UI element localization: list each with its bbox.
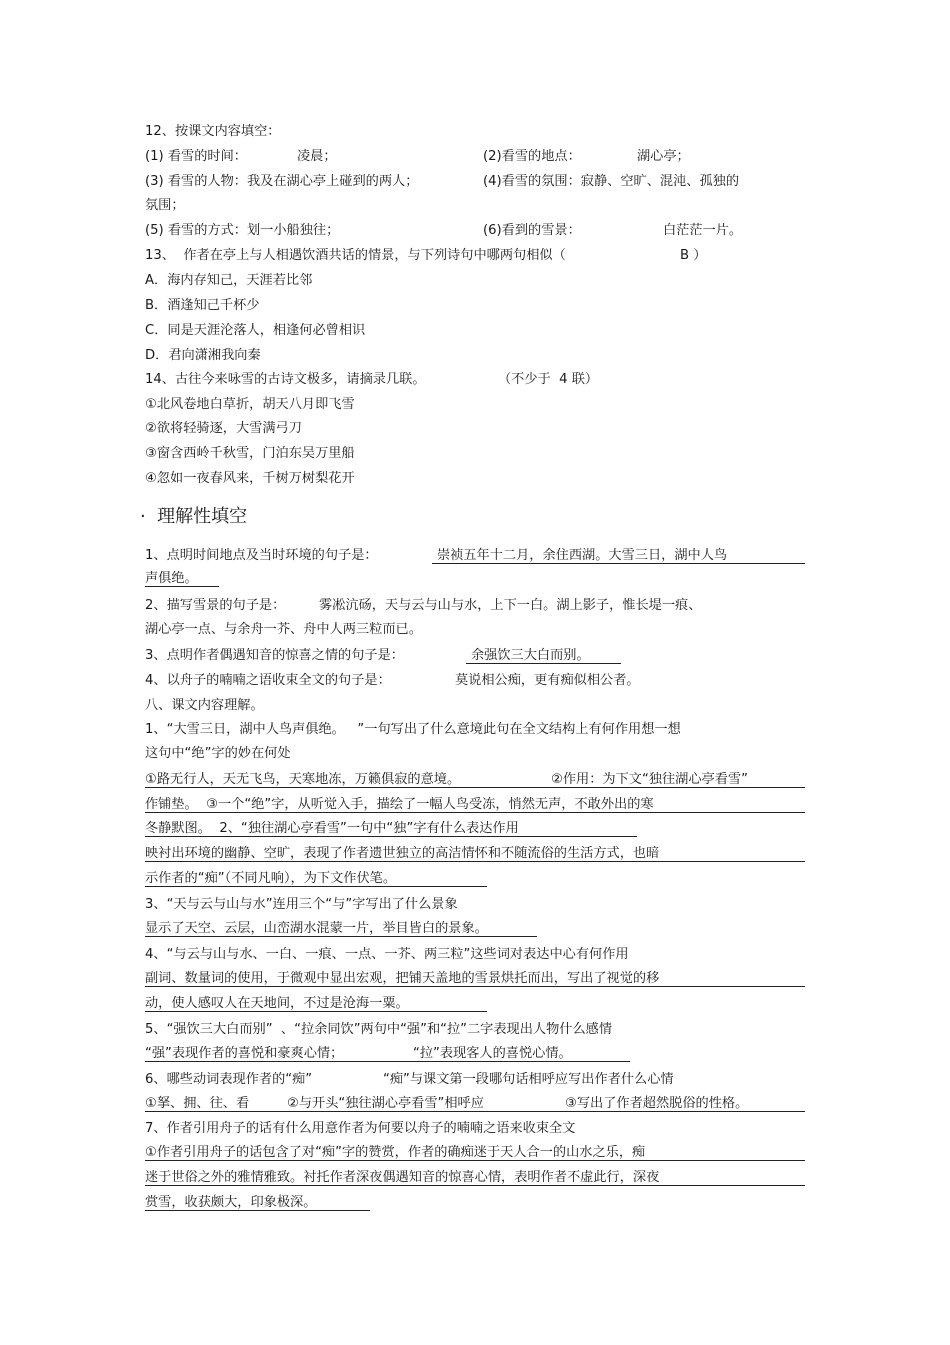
q14-item-2: ②欲将轻骑逐，大雪满弓刀 <box>145 421 302 436</box>
q12-time-label: (1) 看雪的时间： <box>145 149 247 164</box>
q12-mood-cont: 氛围； <box>145 198 185 213</box>
fill-3-answer: 余强饮三大白而别。 <box>471 648 590 663</box>
answer-underline <box>145 1011 487 1012</box>
u5-answer-2: “拉”表现客人的喜悦心情。 <box>413 1046 572 1061</box>
fill-1-answer-line2: 声俱绝。 <box>145 571 198 586</box>
section-8-title: 八、课文内容理解。 <box>145 698 264 713</box>
u1-answer-1b: ②作用：为下文“独往湖心亭看雪” <box>551 772 748 787</box>
u1-answer-4: 映衬出环境的幽静、空旷，表现了作者遗世独立的高洁情怀和不随流俗的生活方式，也暗 <box>145 846 660 861</box>
answer-underline <box>145 1061 630 1062</box>
answer-underline <box>145 812 805 813</box>
u1-answer-3: 冬静默图。 2、“独往湖心亭看雪”一句中“独”字有什么表达作用 <box>145 821 519 836</box>
answer-underline <box>145 1185 805 1186</box>
fill-4-answer: 莫说相公痴，更有痴似相公者。 <box>455 673 640 688</box>
q12-people: (3) 看雪的人物：我及在湖心亭上碰到的两人； <box>145 174 419 189</box>
fill-2-answer-line1: 雾凇沆砀，天与云与山与水，上下一白。湖上影子，惟长堤一痕、 <box>319 598 702 613</box>
u7-question: 7、作者引用舟子的话有什么用意作者为何要以舟子的喃喃之语来收束全文 <box>145 1121 576 1136</box>
q13-option-d: D．君向潇湘我向秦 <box>145 348 261 363</box>
u1-question-line1: 1、“大雪三日，湖中人鸟声俱绝。 ”一句写出了什么意境此句在全文结构上有何作用想一想 <box>145 722 681 737</box>
answer-underline <box>145 1111 805 1112</box>
answer-underline <box>432 563 805 564</box>
q12-title: 12、按课文内容填空： <box>145 124 281 139</box>
q13-answer: B ） <box>680 248 707 263</box>
u1-answer-1a: ①路无行人，天无飞鸟，天寒地冻，万籁俱寂的意境。 <box>145 772 461 787</box>
fill-1-answer-line1: 崇祯五年十二月，余住西湖。大雪三日，湖中人鸟 <box>437 548 728 563</box>
u1-question-line2: 这句中“绝”字的妙在何处 <box>145 746 291 761</box>
answer-underline <box>145 861 805 862</box>
u3-question: 3、“天与云与山与水”连用三个“与”字写出了什么景象 <box>145 897 458 912</box>
u3-answer: 显示了天空、云层，山峦湖水混蒙一片，举目皆白的景象。 <box>145 921 488 936</box>
q13-stem: 13、 作者在亭上与人相遇饮酒共话的情景，与下列诗句中哪两句相似（ <box>145 248 566 263</box>
q13-option-a: A．海内存知己，天涯若比邻 <box>145 273 313 288</box>
answer-underline <box>145 1210 370 1211</box>
u7-answer-3: 赏雪，收获颇大，印象极深。 <box>145 1195 317 1210</box>
q12-mood: (4)看雪的氛围：寂静、空旷、混沌、孤独的 <box>483 174 740 189</box>
q12-scene-label: (6)看到的雪景： <box>483 223 581 238</box>
q12-time-value: 凌晨； <box>297 149 337 164</box>
answer-underline <box>145 986 805 987</box>
section-heading: · 理解性填空 <box>140 506 248 527</box>
u6-question-1: 6、哪些动词表现作者的“痴” <box>145 1072 313 1087</box>
u7-answer-1: ①作者引用舟子的话包含了对“痴”字的赞赏，作者的确痴迷于天人合一的山水之乐，痴 <box>145 1145 646 1160</box>
answer-underline <box>145 586 219 587</box>
u4-answer-1: 副词、数量词的使用，于微观中显出宏观，把铺天盖地的雪景烘托而出，写出了视觉的移 <box>145 971 660 986</box>
fill-3-question: 3、点明作者偶遇知音的惊喜之情的句子是： <box>145 648 404 663</box>
fill-2-answer-line2: 湖心亭一点、与余舟一芥、舟中人两三粒而已。 <box>145 622 422 637</box>
q14-item-3: ③窗含西岭千秋雪，门泊东吴万里船 <box>145 446 355 461</box>
u6-question-2: “痴”与课文第一段哪句话相呼应写出作者什么心情 <box>383 1072 674 1087</box>
answer-underline <box>466 663 621 664</box>
q14-item-4: ④忽如一夜春风来，千树万树梨花开 <box>145 471 355 486</box>
u6-answer-3: ③写出了作者超然脱俗的性格。 <box>565 1096 749 1111</box>
u4-question: 4、“与云与山与水、一白、一痕、一点、一芥、两三粒”这些词对表达中心有何作用 <box>145 947 629 962</box>
q12-scene-value: 白茫茫一片。 <box>663 223 743 238</box>
q12-way: (5) 看雪的方式：划一小船独往； <box>145 223 340 238</box>
answer-underline <box>145 1160 805 1161</box>
fill-4-question: 4、以舟子的喃喃之语收束全文的句子是： <box>145 673 391 688</box>
u6-answer-2: ②与开头“独往湖心亭看雪”相呼应 <box>287 1096 484 1111</box>
answer-underline <box>145 886 487 887</box>
u4-answer-2: 动，使人感叹人在天地间，不过是沧海一粟。 <box>145 996 409 1011</box>
q13-option-c: C．同是天涯沦落人，相逢何必曾相识 <box>145 323 366 338</box>
u7-answer-2: 迷于世俗之外的雅情雅致。衬托作者深夜偶遇知音的惊喜心情，表明作者不虚此行，深夜 <box>145 1170 660 1185</box>
answer-underline <box>145 936 537 937</box>
u6-answer-1: ①拏、拥、往、看 <box>145 1096 250 1111</box>
u5-answer-1: “强”表现作者的喜悦和豪爽心情； <box>145 1046 344 1061</box>
q14-item-1: ①北风卷地白草折，胡天八月即飞雪 <box>145 397 355 412</box>
fill-1-question: 1、点明时间地点及当时环境的句子是： <box>145 548 378 563</box>
u5-question: 5、“强饮三大白而别” 、“拉余同饮”两句中“强”和“拉”二字表现出人物什么感情 <box>145 1022 613 1037</box>
q14-note: （不少于 4 联） <box>498 372 599 387</box>
answer-underline <box>145 787 805 788</box>
answer-underline <box>145 836 637 837</box>
u1-answer-2: 作铺垫。 ③一个“绝”字，从听觉入手，描绘了一幅人鸟受冻，悄然无声，不敢外出的寒 <box>145 797 654 812</box>
q12-place-label: (2)看雪的地点： <box>483 149 581 164</box>
q12-place-value: 湖心亭； <box>637 149 690 164</box>
u1-answer-5: 示作者的“痴”（不同凡响），为下文作伏笔。 <box>145 871 397 886</box>
fill-2-question: 2、描写雪景的句子是： <box>145 598 286 613</box>
q13-option-b: B．酒逢知己千杯少 <box>145 298 260 313</box>
q14-stem: 14、古往今来咏雪的古诗文极多，请摘录几联。 <box>145 372 426 387</box>
